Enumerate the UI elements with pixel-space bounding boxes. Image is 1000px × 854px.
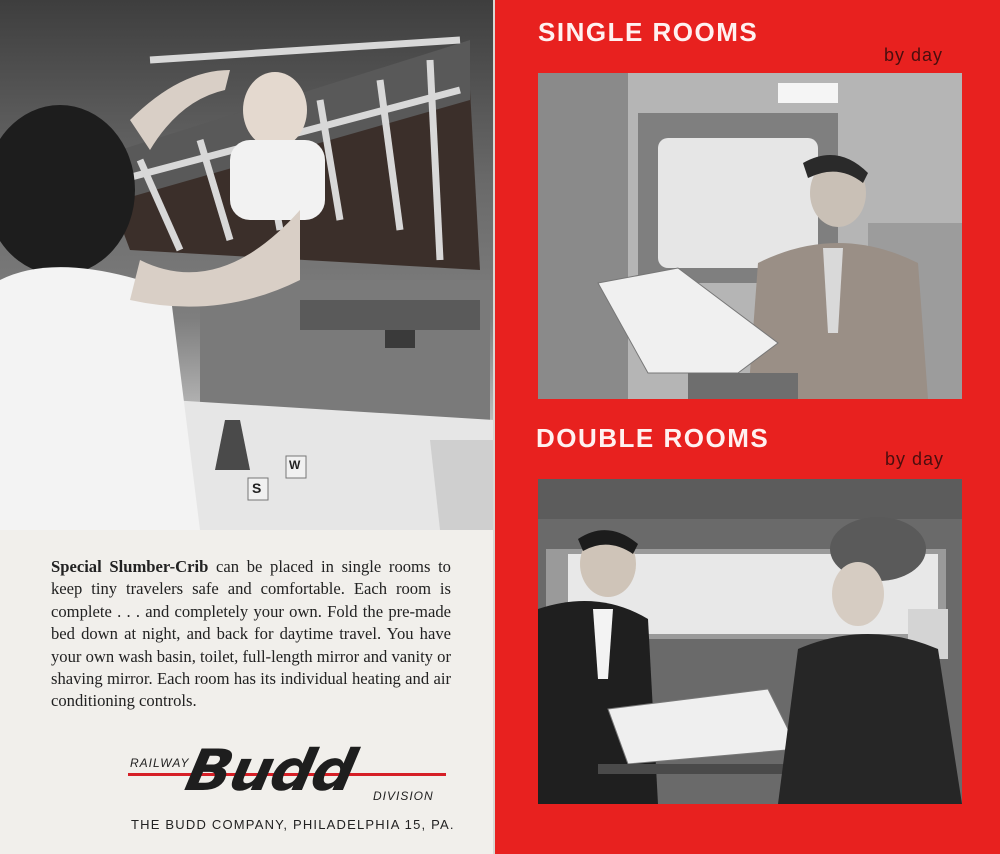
- company-address: THE BUDD COMPANY, PHILADELPHIA 15, PA.: [131, 817, 455, 832]
- block-letter-w: W: [289, 458, 301, 472]
- single-rooms-title: SINGLE ROOMS: [538, 17, 759, 47]
- left-page: [0, 0, 494, 854]
- body-text: can be placed in single rooms to keep tiny travelers safe and comfortable. Each room is complete . . . and completely your own. Fold the pre-made bed down at night, and back for daytime travel. You have your own wash basin, toilet, full-length mirror and vanity or shaving mirror. Each room has its individual heating and air conditioning controls.: [51, 557, 451, 711]
- double-room-photo: [538, 479, 962, 804]
- double-rooms-subtitle: by day: [885, 449, 945, 469]
- body-lead: Special Slumber-Crib: [51, 557, 209, 576]
- single-room-photo: [538, 73, 962, 399]
- logo-division-label: DIVISION: [373, 789, 434, 803]
- railway-budd-division-logo: [125, 737, 455, 806]
- logo-railway-label: RAILWAY: [130, 756, 190, 770]
- slumber-crib-photo: [0, 0, 494, 530]
- logo-brand-wordmark: Budd: [179, 737, 361, 805]
- right-page: [495, 0, 1000, 854]
- crib-scene-illustration: [0, 0, 494, 530]
- slumber-crib-description: [51, 556, 451, 713]
- double-rooms-title: DOUBLE ROOMS: [536, 423, 770, 453]
- double-room-illustration: [538, 479, 962, 804]
- single-rooms-subtitle: by day: [884, 45, 944, 65]
- single-room-illustration: [538, 73, 962, 399]
- block-letter-s: S: [252, 480, 262, 496]
